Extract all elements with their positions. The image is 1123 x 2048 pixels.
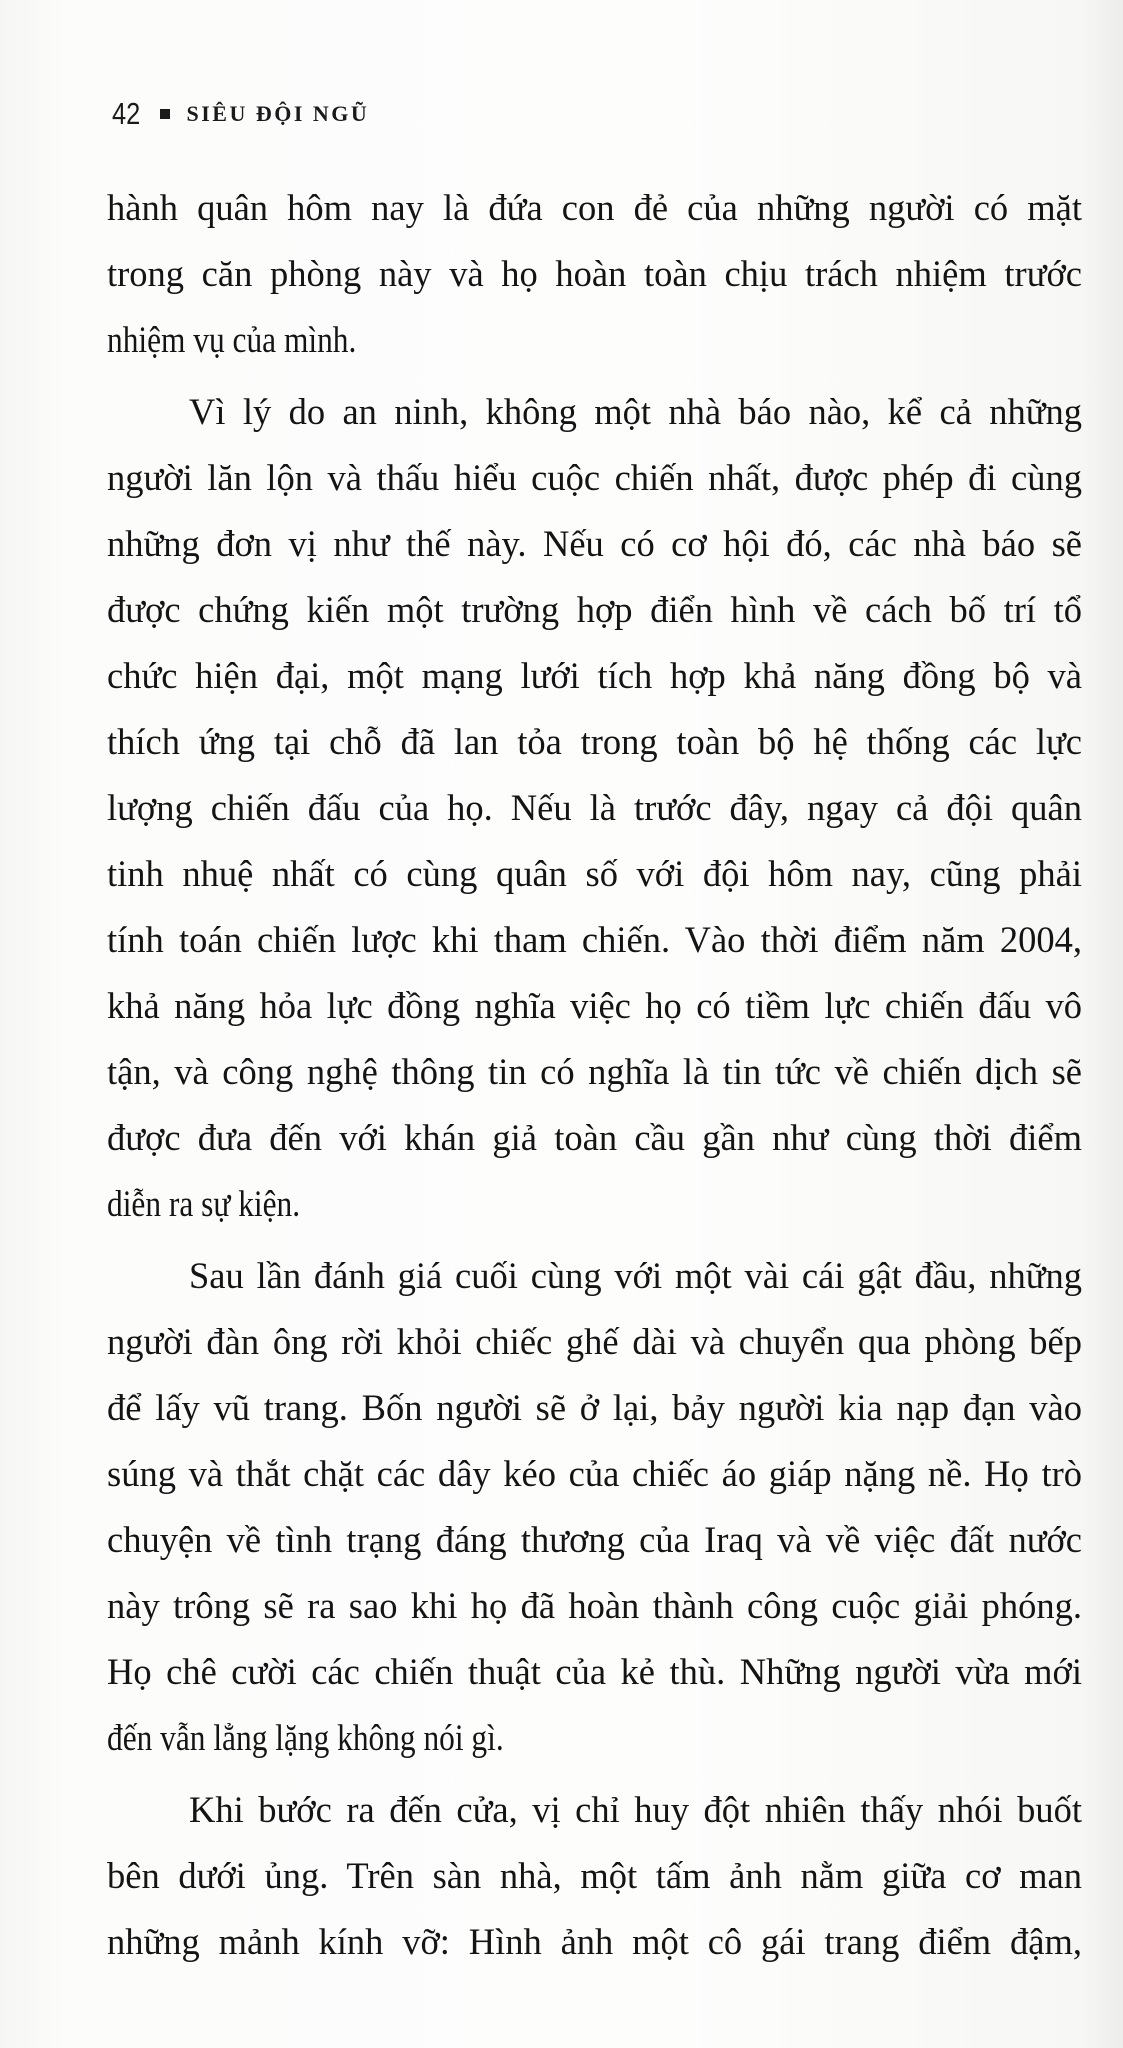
text-line: hành quân hôm nay là đứa con đẻ của những người có mặt xyxy=(107,187,1082,228)
text-line: tinh nhuệ nhất có cùng quân số với đội hôm nay, cũng phải xyxy=(107,853,1082,894)
text-line: được đưa đến với khán giả toàn cầu gần như cùng thời điểm xyxy=(107,1117,1082,1158)
text-line: người lăn lộn và thấu hiểu cuộc chiến nhất, được phép đi cùng xyxy=(107,457,1082,498)
text-line: Khi bước ra đến cửa, vị chỉ huy đột nhiên thấy nhói buốt xyxy=(189,1789,1082,1830)
page-number: 42 xyxy=(112,96,141,131)
text-line: Vì lý do an ninh, không một nhà báo nào, kể cả những xyxy=(189,391,1082,432)
text-line: trong căn phòng này và họ hoàn toàn chịu trách nhiệm trước xyxy=(107,253,1082,294)
text-line: những mảnh kính vỡ: Hình ảnh một cô gái trang điểm đậm, xyxy=(107,1921,1082,1962)
paragraph xyxy=(107,1777,1082,1975)
text-line: Sau lần đánh giá cuối cùng với một vài cái gật đầu, những xyxy=(189,1255,1082,1296)
paragraph xyxy=(107,379,1082,1237)
running-header xyxy=(112,92,369,136)
text-line: nhiệm vụ của mình. xyxy=(107,319,357,360)
text-line: khả năng hỏa lực đồng nghĩa việc họ có tiềm lực chiến đấu vô xyxy=(107,985,1082,1026)
text-line: súng và thắt chặt các dây kéo của chiếc áo giáp nặng nề. Họ trò xyxy=(107,1453,1082,1494)
text-line: những đơn vị như thế này. Nếu có cơ hội đó, các nhà báo sẽ xyxy=(107,523,1082,564)
text-line: bên dưới ủng. Trên sàn nhà, một tấm ảnh nằm giữa cơ man xyxy=(107,1855,1082,1896)
square-bullet-icon xyxy=(160,109,170,119)
text-line: chuyện về tình trạng đáng thương của Iraq và về việc đất nước xyxy=(107,1519,1082,1560)
text-line: lượng chiến đấu của họ. Nếu là trước đây, ngay cả đội quân xyxy=(107,787,1082,828)
text-line: tận, và công nghệ thông tin có nghĩa là tin tức về chiến dịch sẽ xyxy=(107,1051,1082,1092)
text-line: đến vẫn lẳng lặng không nói gì. xyxy=(107,1717,504,1758)
text-line: này trông sẽ ra sao khi họ đã hoàn thành công cuộc giải phóng. xyxy=(107,1585,1082,1626)
text-line: diễn ra sự kiện. xyxy=(107,1183,301,1224)
running-title: SIÊU ĐỘI NGŨ xyxy=(186,101,370,126)
text-line: được chứng kiến một trường hợp điển hình về cách bố trí tổ xyxy=(107,589,1082,630)
paragraph xyxy=(107,1243,1082,1771)
text-line: thích ứng tại chỗ đã lan tỏa trong toàn bộ hệ thống các lực xyxy=(107,721,1082,762)
text-line: người đàn ông rời khỏi chiếc ghế dài và chuyển qua phòng bếp xyxy=(107,1321,1082,1362)
text-line: Họ chê cười các chiến thuật của kẻ thù. Những người vừa mới xyxy=(107,1651,1082,1692)
text-line: chức hiện đại, một mạng lưới tích hợp khả năng đồng bộ và xyxy=(107,655,1082,696)
text-line: để lấy vũ trang. Bốn người sẽ ở lại, bảy người kia nạp đạn vào xyxy=(107,1387,1082,1428)
text-line: tính toán chiến lược khi tham chiến. Vào thời điểm năm 2004, xyxy=(107,919,1082,960)
page-body xyxy=(107,175,1082,1975)
paragraph xyxy=(107,175,1082,373)
